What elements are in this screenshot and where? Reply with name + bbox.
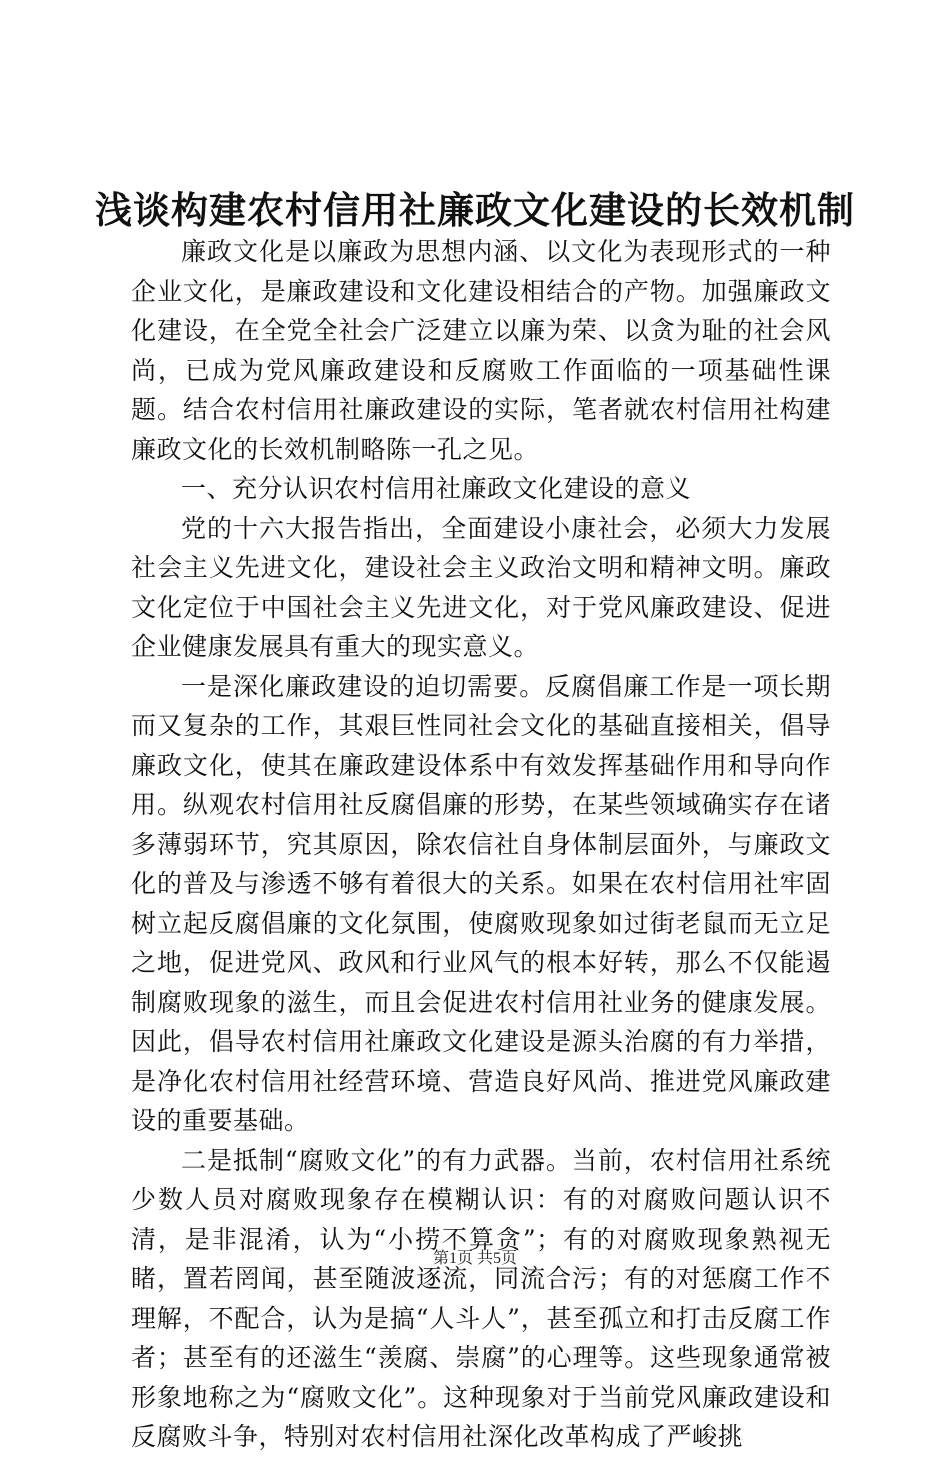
document-title: 浅谈构建农村信用社廉政文化建设的长效机制 xyxy=(95,188,855,232)
paragraph-point-2: 二是抵制“腐败文化”的有力武器。当前，农村信用社系统少数人员对腐败现象存在模糊认识：有的对腐败问题认识不清，是非混淆，认为“小捞不算贪”；有的对腐败现象熟视无睹，置若罔闻，甚至随波逐流，同流合污；有的对惩腐工作不理解，不配合，认为是搞“人斗人”，甚至孤立和打击反腐工作者；甚至有的还滋生“羡腐、崇腐”的心理等。这些现象通常被形象地称之为“腐败文化”。这种现象对于当前党风廉政建设和反腐败斗争，特别对农村信用社深化改革构成了严峻挑 xyxy=(131,1145,831,1451)
document-body xyxy=(131,232,831,1457)
paragraph-significance: 党的十六大报告指出，全面建设小康社会，必须大力发展社会主义先进文化，建设社会主义政治文明和精神文明。廉政文化定位于中国社会主义先进文化，对于党风廉政建设、促进企业健康发展具有重大的现实意义。 xyxy=(131,513,831,661)
paragraph-intro: 廉政文化是以廉政为思想内涵、以文化为表现形式的一种企业文化，是廉政建设和文化建设相结合的产物。加强廉政文化建设，在全党全社会广泛建立以廉为荣、以贪为耻的社会风尚，已成为党风廉政建设和反腐败工作面临的一项基础性课题。结合农村信用社廉政建设的实际，笔者就农村信用社构建廉政文化的长效机制略陈一孔之见。 xyxy=(131,237,831,464)
section-heading-1: 一、充分认识农村信用社廉政文化建设的意义 xyxy=(181,474,692,503)
paragraph-point-1: 一是深化廉政建设的迫切需要。反腐倡廉工作是一项长期而又复杂的工作，其艰巨性同社会文化的基础直接相关，倡导廉政文化，使其在廉政建设体系中有效发挥基础作用和导向作用。纵观农村信用社反腐倡廉的形势，在某些领域确实存在诸多薄弱环节，究其原因，除农信社自身体制层面外，与廉政文化的普及与渗透不够有着很大的关系。如果在农村信用社牢固树立起反腐倡廉的文化氛围，使腐败现象如过街老鼠而无立足之地，促进党风、政风和行业风气的根本好转，那么不仅能遏制腐败现象的滋生，而且会促进农村信用社业务的健康发展。因此，倡导农村信用社廉政文化建设是源头治腐的有力举措，是净化农村信用社经营环境、营造良好风尚、推进党风廉政建设的重要基础。 xyxy=(131,671,831,1135)
page-number-footer: 第1页 共5页 xyxy=(432,1250,517,1267)
